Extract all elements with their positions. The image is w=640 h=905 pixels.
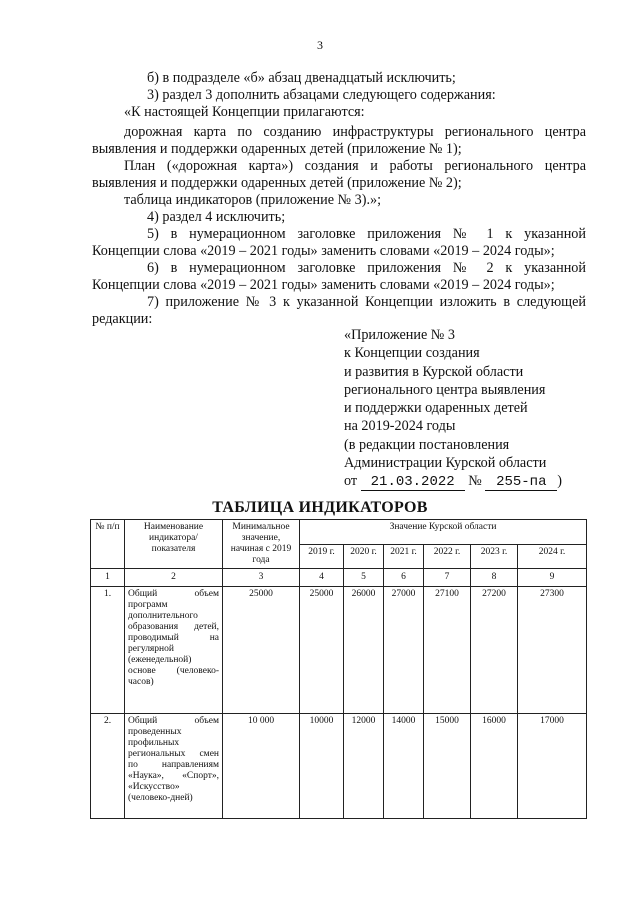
col-number: 7	[424, 569, 471, 587]
col-number: 3	[223, 569, 300, 587]
paragraph-b-delete: б) в подразделе «б» абзац двенадцатый исключить;	[147, 70, 456, 86]
paragraph-item6-line2: Концепции слова «2019 – 2021 годы» заменить словами «2019 – 2024 годы»;	[92, 277, 555, 293]
appendix-line: (в редакции постановления	[344, 436, 510, 453]
header-year: 2021 г.	[384, 544, 424, 569]
row-min-value: 10 000	[223, 714, 300, 819]
col-number: 1	[91, 569, 125, 587]
table-row	[91, 714, 587, 819]
row-value: 17000	[518, 714, 587, 819]
header-year: 2019 г.	[300, 544, 344, 569]
header-min: Минимальное значение, начиная с 2019 года	[223, 520, 300, 569]
paragraph-item5-line2: Концепции слова «2019 – 2021 годы» заменить словами «2019 – 2024 годы»;	[92, 243, 555, 259]
row-value: 26000	[344, 587, 384, 714]
row-num: 2.	[91, 714, 125, 819]
header-year: 2020 г.	[344, 544, 384, 569]
number-sign: №	[468, 473, 482, 490]
paragraph-item6-line1: 6) в нумерационном заголовке приложения № 2 к указанной	[147, 260, 586, 276]
row-num: 1.	[91, 587, 125, 714]
col-number: 9	[518, 569, 587, 587]
paragraph-attachments-intro: «К настоящей Концепции прилагаются:	[124, 104, 365, 120]
paragraph-item5-line1: 5) в нумерационном заголовке приложения № 1 к указанной	[147, 226, 586, 242]
column-number-row	[91, 569, 587, 587]
resolution-date: 21.03.2022	[361, 475, 465, 491]
row-min-value: 25000	[223, 587, 300, 714]
header-name: Наименование индикатора/ показателя	[125, 520, 223, 569]
row-value: 27000	[384, 587, 424, 714]
row-value: 16000	[471, 714, 518, 819]
paragraph-item7-line2: редакции:	[92, 311, 153, 327]
appendix-line: к Концепции создания	[344, 345, 480, 362]
row-indicator-name: Общий объем программ дополнительного образования детей, проводимый на регулярной (еженедельной) основе (человеко-часов)	[125, 587, 223, 714]
table-row	[91, 587, 587, 714]
appendix-date-line	[344, 472, 562, 491]
row-indicator-name: Общий объем проведенных профильных региональных смен по направлениям «Наука», «Спорт», «Искусство» (человеко-дней)	[125, 714, 223, 819]
row-value: 10000	[300, 714, 344, 819]
closing-paren: )	[557, 473, 563, 490]
paragraph-section4-delete: 4) раздел 4 исключить;	[147, 209, 286, 225]
paragraph-indicators-table: таблица индикаторов (приложение № 3).»;	[124, 192, 382, 208]
header-value-group: Значение Курской области	[300, 520, 587, 545]
header-year: 2022 г.	[424, 544, 471, 569]
appendix-line: и поддержки одаренных детей	[344, 400, 528, 417]
paragraph-roadmap-line2: выявления и поддержки одаренных детей (приложение № 1);	[92, 141, 462, 157]
paragraph-plan-line2: выявления и поддержки одаренных детей (приложение № 2);	[92, 175, 462, 191]
appendix-line: Администрации Курской области	[344, 455, 547, 472]
table-title: ТАБЛИЦА ИНДИКАТОРОВ	[212, 499, 428, 516]
appendix-heading	[344, 326, 562, 491]
header-year: 2023 г.	[471, 544, 518, 569]
indicators-table	[90, 519, 587, 819]
paragraph-roadmap-line1: дорожная карта по созданию инфраструктуры регионального центра	[124, 124, 586, 140]
row-value: 27200	[471, 587, 518, 714]
row-value: 25000	[300, 587, 344, 714]
paragraph-section3-add: 3) раздел 3 дополнить абзацами следующего содержания:	[147, 87, 496, 103]
row-value: 27300	[518, 587, 587, 714]
ot-label: от	[344, 473, 358, 490]
header-row	[91, 520, 587, 545]
row-value: 15000	[424, 714, 471, 819]
header-num: № п/п	[91, 520, 125, 569]
row-value: 27100	[424, 587, 471, 714]
appendix-line: регионального центра выявления	[344, 381, 546, 398]
row-value: 12000	[344, 714, 384, 819]
col-number: 2	[125, 569, 223, 587]
row-value: 14000	[384, 714, 424, 819]
appendix-line: на 2019-2024 годы	[344, 418, 456, 435]
col-number: 5	[344, 569, 384, 587]
appendix-line: и развития в Курской области	[344, 363, 524, 380]
paragraph-item7-line1: 7) приложение № 3 к указанной Концепции изложить в следующей	[147, 294, 586, 310]
page-number: 3	[317, 38, 323, 52]
header-year: 2024 г.	[518, 544, 587, 569]
col-number: 4	[300, 569, 344, 587]
paragraph-plan-line1: План («дорожная карта») создания и работы регионального центра	[124, 158, 586, 174]
col-number: 6	[384, 569, 424, 587]
col-number: 8	[471, 569, 518, 587]
appendix-line: «Приложение № 3	[344, 327, 455, 343]
resolution-number: 255-па	[485, 475, 557, 491]
